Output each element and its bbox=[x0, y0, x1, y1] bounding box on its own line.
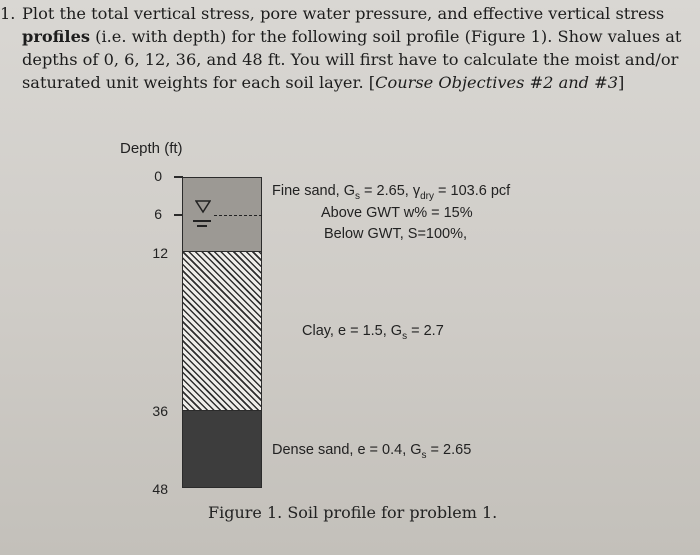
groundwater-table-line bbox=[214, 215, 262, 216]
clay-gs-value: = 2.7 bbox=[407, 323, 444, 339]
fine-sand-below-gwt: Below GWT, S=100%, bbox=[324, 226, 468, 242]
gamma-dry-value: = 103.6 pcf bbox=[433, 183, 511, 199]
dense-sand-gs-value: = 2.65 bbox=[426, 442, 472, 458]
question-line-4 bbox=[22, 71, 624, 94]
fine-sand-name: Fine sand, G bbox=[272, 183, 356, 199]
clay-layer bbox=[182, 252, 262, 411]
depth-tick-0: 0 bbox=[154, 168, 162, 184]
question-line-4-plain: saturated unit weights for each soil layer. [ bbox=[22, 73, 376, 92]
gwt-symbol-line-2 bbox=[197, 225, 207, 227]
gamma-dry-subscript: dry bbox=[420, 190, 434, 202]
question-line-1: Plot the total vertical stress, pore water pressure, and effective vertical stress bbox=[22, 4, 665, 23]
question-line-2 bbox=[22, 25, 681, 48]
clay-properties bbox=[302, 323, 444, 342]
course-objectives: Course Objectives #2 and #3 bbox=[375, 73, 619, 92]
dense-sand-layer bbox=[182, 410, 262, 488]
fine-sand-above-gwt: Above GWT w% = 15% bbox=[321, 205, 473, 221]
depth-tick-6: 6 bbox=[154, 206, 162, 222]
question-line-3: depths of 0, 6, 12, 36, and 48 ft. You will first have to calculate the moist and/or bbox=[22, 50, 679, 69]
clay-gs-subscript: s bbox=[402, 330, 408, 342]
depth-tick-48: 48 bbox=[152, 481, 168, 497]
depth-tick-36: 36 bbox=[152, 403, 168, 419]
gwt-symbol-line-1 bbox=[193, 220, 211, 222]
depth-axis-title: Depth (ft) bbox=[120, 140, 183, 157]
dense-sand-gs-subscript: s bbox=[421, 449, 427, 461]
clay-name: Clay, e = 1.5, G bbox=[302, 323, 403, 339]
fine-sand-properties bbox=[272, 183, 510, 202]
question-line-4-end: ] bbox=[618, 73, 625, 92]
fine-sand-gs-value: = 2.65, γ bbox=[360, 183, 421, 199]
question-line-2-rest: (i.e. with depth) for the following soil profile (Figure 1). Show values at bbox=[89, 27, 682, 46]
fine-sand-gs-subscript: s bbox=[355, 190, 361, 202]
question-number: 1. bbox=[0, 4, 16, 23]
dense-sand-properties bbox=[272, 442, 471, 461]
dense-sand-name: Dense sand, e = 0.4, G bbox=[272, 442, 422, 458]
figure-caption: Figure 1. Soil profile for problem 1. bbox=[208, 503, 498, 522]
groundwater-table-icon bbox=[195, 200, 211, 214]
depth-tick-12: 12 bbox=[152, 245, 168, 261]
question-bold-word: profiles bbox=[22, 27, 90, 46]
